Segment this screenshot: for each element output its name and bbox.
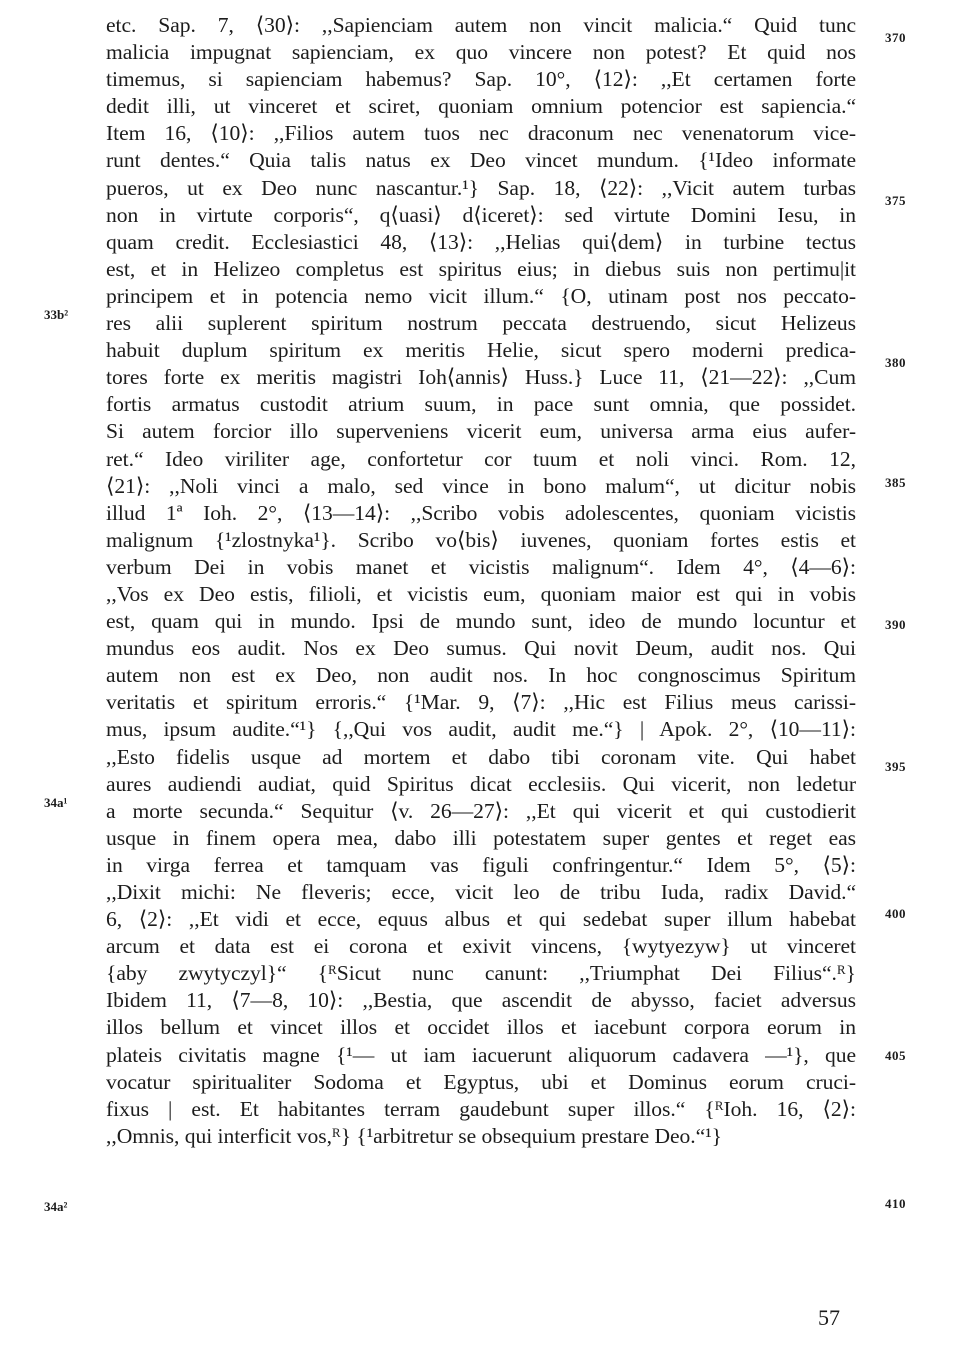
text-line: dedit illi, ut vinceret et sciret, quoniam omnium potencior est sapiencia.“ bbox=[106, 94, 856, 119]
text-line: pueros, ut ex Deo nunc nascantur.¹} Sap. 18, ⟨22⟩: ,,Vicit autem turbas bbox=[106, 175, 856, 200]
line-number-385: 385 bbox=[885, 475, 906, 490]
text-line: illos bellum et vincet illos et occidet illos et iacebunt corpora eorum in bbox=[106, 1015, 856, 1040]
text-line: ,,Esto fidelis usque ad mortem et dabo tibi coronam vite. Qui habet bbox=[106, 744, 856, 769]
line-number-410: 410 bbox=[885, 1196, 906, 1211]
line-number-380: 380 bbox=[885, 355, 906, 370]
text-line: malignum {¹zlostnyka¹}. Scribo vo⟨bis⟩ iuvenes, quoniam fortes estis et bbox=[106, 527, 856, 552]
text-line: autem non est ex Deo, non audit nos. In hoc congnoscimus Spiritum bbox=[106, 663, 856, 688]
text-line: mundus eos audit. Nos ex Deo sumus. Qui novit Deum, audit nos. Qui bbox=[106, 636, 856, 661]
line-number-375: 375 bbox=[885, 193, 906, 208]
page-number: 57 bbox=[818, 1305, 840, 1330]
text-line: Si autem forcior illo superveniens vicerit eum, universa arma eius aufer- bbox=[106, 419, 856, 444]
text-line: est, et in Helizeo completus est spiritus eius; in diebus suis non pertimu|it bbox=[106, 256, 856, 281]
text-line: tores forte ex meritis magistri Ioh⟨annis⟩ Huss.} Luce 11, ⟨21—22⟩: ,,Cum bbox=[106, 365, 856, 390]
text-line: arcum et data est ei corona et exivit vincens, {wytyezyw} ut vinceret bbox=[106, 934, 856, 959]
text-line: ,,Dixit michi: Ne fleveris; ecce, vicit leo de tribu Iuda, radix David.“ bbox=[106, 880, 856, 904]
text-line: ⟨21⟩: ,,Noli vinci a malo, sed vince in bono malum“, ut dicitur nobis bbox=[106, 473, 856, 498]
text-line: fortis armatus custodit atrium suum, in pace sunt omnia, que possidet. bbox=[106, 392, 856, 417]
text-line: verbum Dei in vobis manet et vicistis malignum“. Idem 4°, ⟨4—6⟩: bbox=[106, 554, 856, 579]
line-number-400: 400 bbox=[885, 906, 906, 921]
text-line: timemus, si sapienciam habemus? Sap. 10°, ⟨12⟩: ,,Et certamen forte bbox=[106, 67, 856, 92]
line-number-395: 395 bbox=[885, 759, 906, 774]
text-line: in virga ferrea et tamquam vas figuli confringentur.“ Idem 5°, ⟨5⟩: bbox=[106, 852, 856, 877]
text-line: {aby zwytyczyl}“ {ᴿSicut nunc canunt: ,,Triumphat Dei Filius“.ᴿ} bbox=[106, 961, 856, 986]
text-line: res alii suplerent spiritum nostrum peccata destruendo, sicut Helizeus bbox=[106, 311, 856, 336]
text-line: veritatis et spiritum erroris.“ {¹Mar. 9, ⟨7⟩: ,,Hic est Filius meus carissi- bbox=[106, 690, 856, 715]
line-number-405: 405 bbox=[885, 1048, 906, 1063]
text-line: plateis civitatis magne {¹— ut iam iacuerunt aliquorum cadavera —¹}, que bbox=[106, 1042, 856, 1067]
text-line: aures audiendi audiat, quid Spiritus dicat ecclesiis. Qui vicerit, non ledetur bbox=[106, 771, 856, 796]
text-line: fixus | est. Et habitantes terram gaudebunt super illos.“ {ᴿIoh. 16, ⟨2⟩: bbox=[106, 1096, 856, 1121]
line-number-370: 370 bbox=[885, 30, 906, 45]
text-line: a morte secunda.“ Sequitur ⟨v. 26—27⟩: ,,Et qui vicerit et qui custodierit bbox=[106, 798, 856, 823]
text-line: Item 16, ⟨10⟩: ,,Filios autem tuos nec draconum nec venenatorum vice- bbox=[106, 121, 856, 146]
text-line: est, quam qui in mundo. Ipsi de mundo sunt, ideo de mundo locuntur et bbox=[106, 609, 856, 634]
text-line: Ibidem 11, ⟨7—8, 10⟩: ,,Bestia, que ascendit de abysso, faciet adversus bbox=[106, 988, 856, 1013]
folio-mark-34a2: 34a² bbox=[44, 1199, 68, 1214]
folio-mark-33b2: 33b² bbox=[44, 307, 69, 322]
text-line: habuit duplum spiritum ex meritis Helie, sicut spero moderni predica- bbox=[106, 338, 856, 363]
text-line: quam credit. Ecclesiastici 48, ⟨13⟩: ,,Helias qui⟨dem⟩ in turbine tectus bbox=[106, 229, 856, 254]
text-line: mus, ipsum audite.“¹} {,,Qui vos audit, audit me.“} | Apok. 2°, ⟨10—11⟩: bbox=[106, 717, 856, 742]
text-line: etc. Sap. 7, ⟨30⟩: ,,Sapienciam autem non vincit malicia.“ Quid tunc bbox=[106, 13, 856, 37]
text-line: non in virtute corporis“, q⟨uasi⟩ d⟨iceret⟩: sed virtute Domini Iesu, in bbox=[106, 202, 856, 227]
text-line: vocatur spiritualiter Sodoma et Egyptus, ubi et Dominus eorum cruci- bbox=[106, 1069, 856, 1094]
text-line: usque in finem opera mea, dabo illi potestatem super gentes et reget eas bbox=[106, 825, 856, 850]
line-number-390: 390 bbox=[885, 617, 906, 632]
folio-mark-34a1: 34a¹ bbox=[44, 795, 68, 810]
text-line: principem et in potencia nemo vicit illum.“ {O, utinam post nos peccato- bbox=[106, 283, 856, 308]
text-line: 6, ⟨2⟩: ,,Et vidi et ecce, equus albus et qui sedebat super illum habebat bbox=[106, 907, 856, 932]
body-text bbox=[106, 12, 856, 1150]
text-line: ret.“ Ideo viriliter age, confortetur cor tuum et noli vinci. Rom. 12, bbox=[106, 446, 856, 471]
text-line: ,,Vos ex Deo estis, filioli, et vicistis eum, quoniam maior est qui in vobis bbox=[106, 581, 856, 606]
text-line: malicia impugnat sapienciam, ex quo vincere non potest? Et quid nos bbox=[106, 40, 856, 65]
text-line: illud 1ª Ioh. 2°, ⟨13—14⟩: ,,Scribo vobis adolescentes, quoniam vicistis bbox=[106, 500, 856, 525]
text-line: ,,Omnis, qui interficit vos,ᴿ} {¹arbitretur se obsequium prestare Deo.“¹} bbox=[106, 1123, 722, 1148]
text-line: runt dentes.“ Quia talis natus ex Deo vincet mundum. {¹Ideo informate bbox=[106, 148, 856, 173]
